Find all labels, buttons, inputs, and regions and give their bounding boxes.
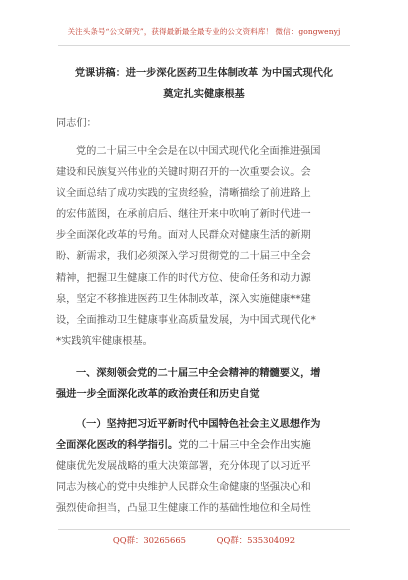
subsection-heading-line-1 (56, 414, 352, 435)
paragraph-line: 健康优先发展战略的重大决策部署，充分体现了以习近平 (56, 461, 311, 472)
subsection-heading-bold: （一）坚持把习近平新时代中国特色社会主义思想作为 (76, 418, 321, 430)
paragraph-line: *实践筑牢健康根基。 (56, 336, 153, 347)
subsection-heading-bold-end: 全面深化医改的科学指引。 (56, 439, 179, 451)
page-header (0, 0, 408, 56)
subsection-heading-line-2 (56, 435, 352, 456)
salutation: 同志们： (56, 118, 97, 129)
paragraph-line: 泉，坚定不移推进医药卫生体制改革，深入实施健康**建 (56, 294, 311, 305)
paragraph-line: 党的二十届三中全会是在以中国式现代化全面推进强国 (76, 146, 321, 157)
paragraph-line: 盼、新需求，我们必须深入学习贯彻党的二十届三中全会 (56, 251, 311, 262)
paragraph-line: 建设和民族复兴伟业的关键时期召开的一次重要会议。会 (56, 167, 311, 178)
paragraph-line: 精神，把握卫生健康工作的时代方位、使命任务和动力源 (56, 273, 311, 284)
paragraph-line: 的宏伟蓝图，在承前启后、继往开来中吹响了新时代进一 (56, 209, 311, 220)
subsection-body-start: 党的二十届三中全会作出实施 (178, 440, 311, 451)
paragraph-line: 设，全面推动卫生健康事业高质量发展，为中国式现代化* (56, 315, 316, 326)
paragraph-line: 强烈使命担当，凸显卫生健康工作的基础性地位和全局性 (56, 503, 311, 514)
paragraph-line: 同志为核心的党中央维护人民群众生命健康的坚强决心和 (56, 482, 311, 493)
header-banner-text: 关注头条号“公文研究”，获得最新最全最专业的公文资料库！ 微信：gongwenyj (67, 27, 341, 36)
page-footer (0, 534, 408, 546)
footer-divider (58, 529, 350, 530)
footer-qq-group-2: QQ群：535304092 (216, 535, 296, 545)
header-divider (58, 45, 350, 46)
document-title-line-2: 奠定扎实健康根基 (163, 88, 245, 100)
section-heading-line-1: 一、深刻领会党的二十届三中全会精神的精髓要义，增 (76, 367, 321, 379)
paragraph-line: 步全面深化改革的号角。面对人民群众对健康生活的新期 (56, 230, 311, 241)
paragraph-line: 议全面总结了成功实践的宝贵经验，清晰描绘了前进路上 (56, 188, 311, 199)
section-heading-line-2: 强进一步全面深化改革的政治责任和历史自觉 (56, 388, 260, 400)
document-title-line-1: 党课讲稿：进一步深化医药卫生体制改革 为中国式现代化 (74, 67, 334, 79)
footer-qq-group-1: QQ群：30265665 (112, 535, 186, 545)
